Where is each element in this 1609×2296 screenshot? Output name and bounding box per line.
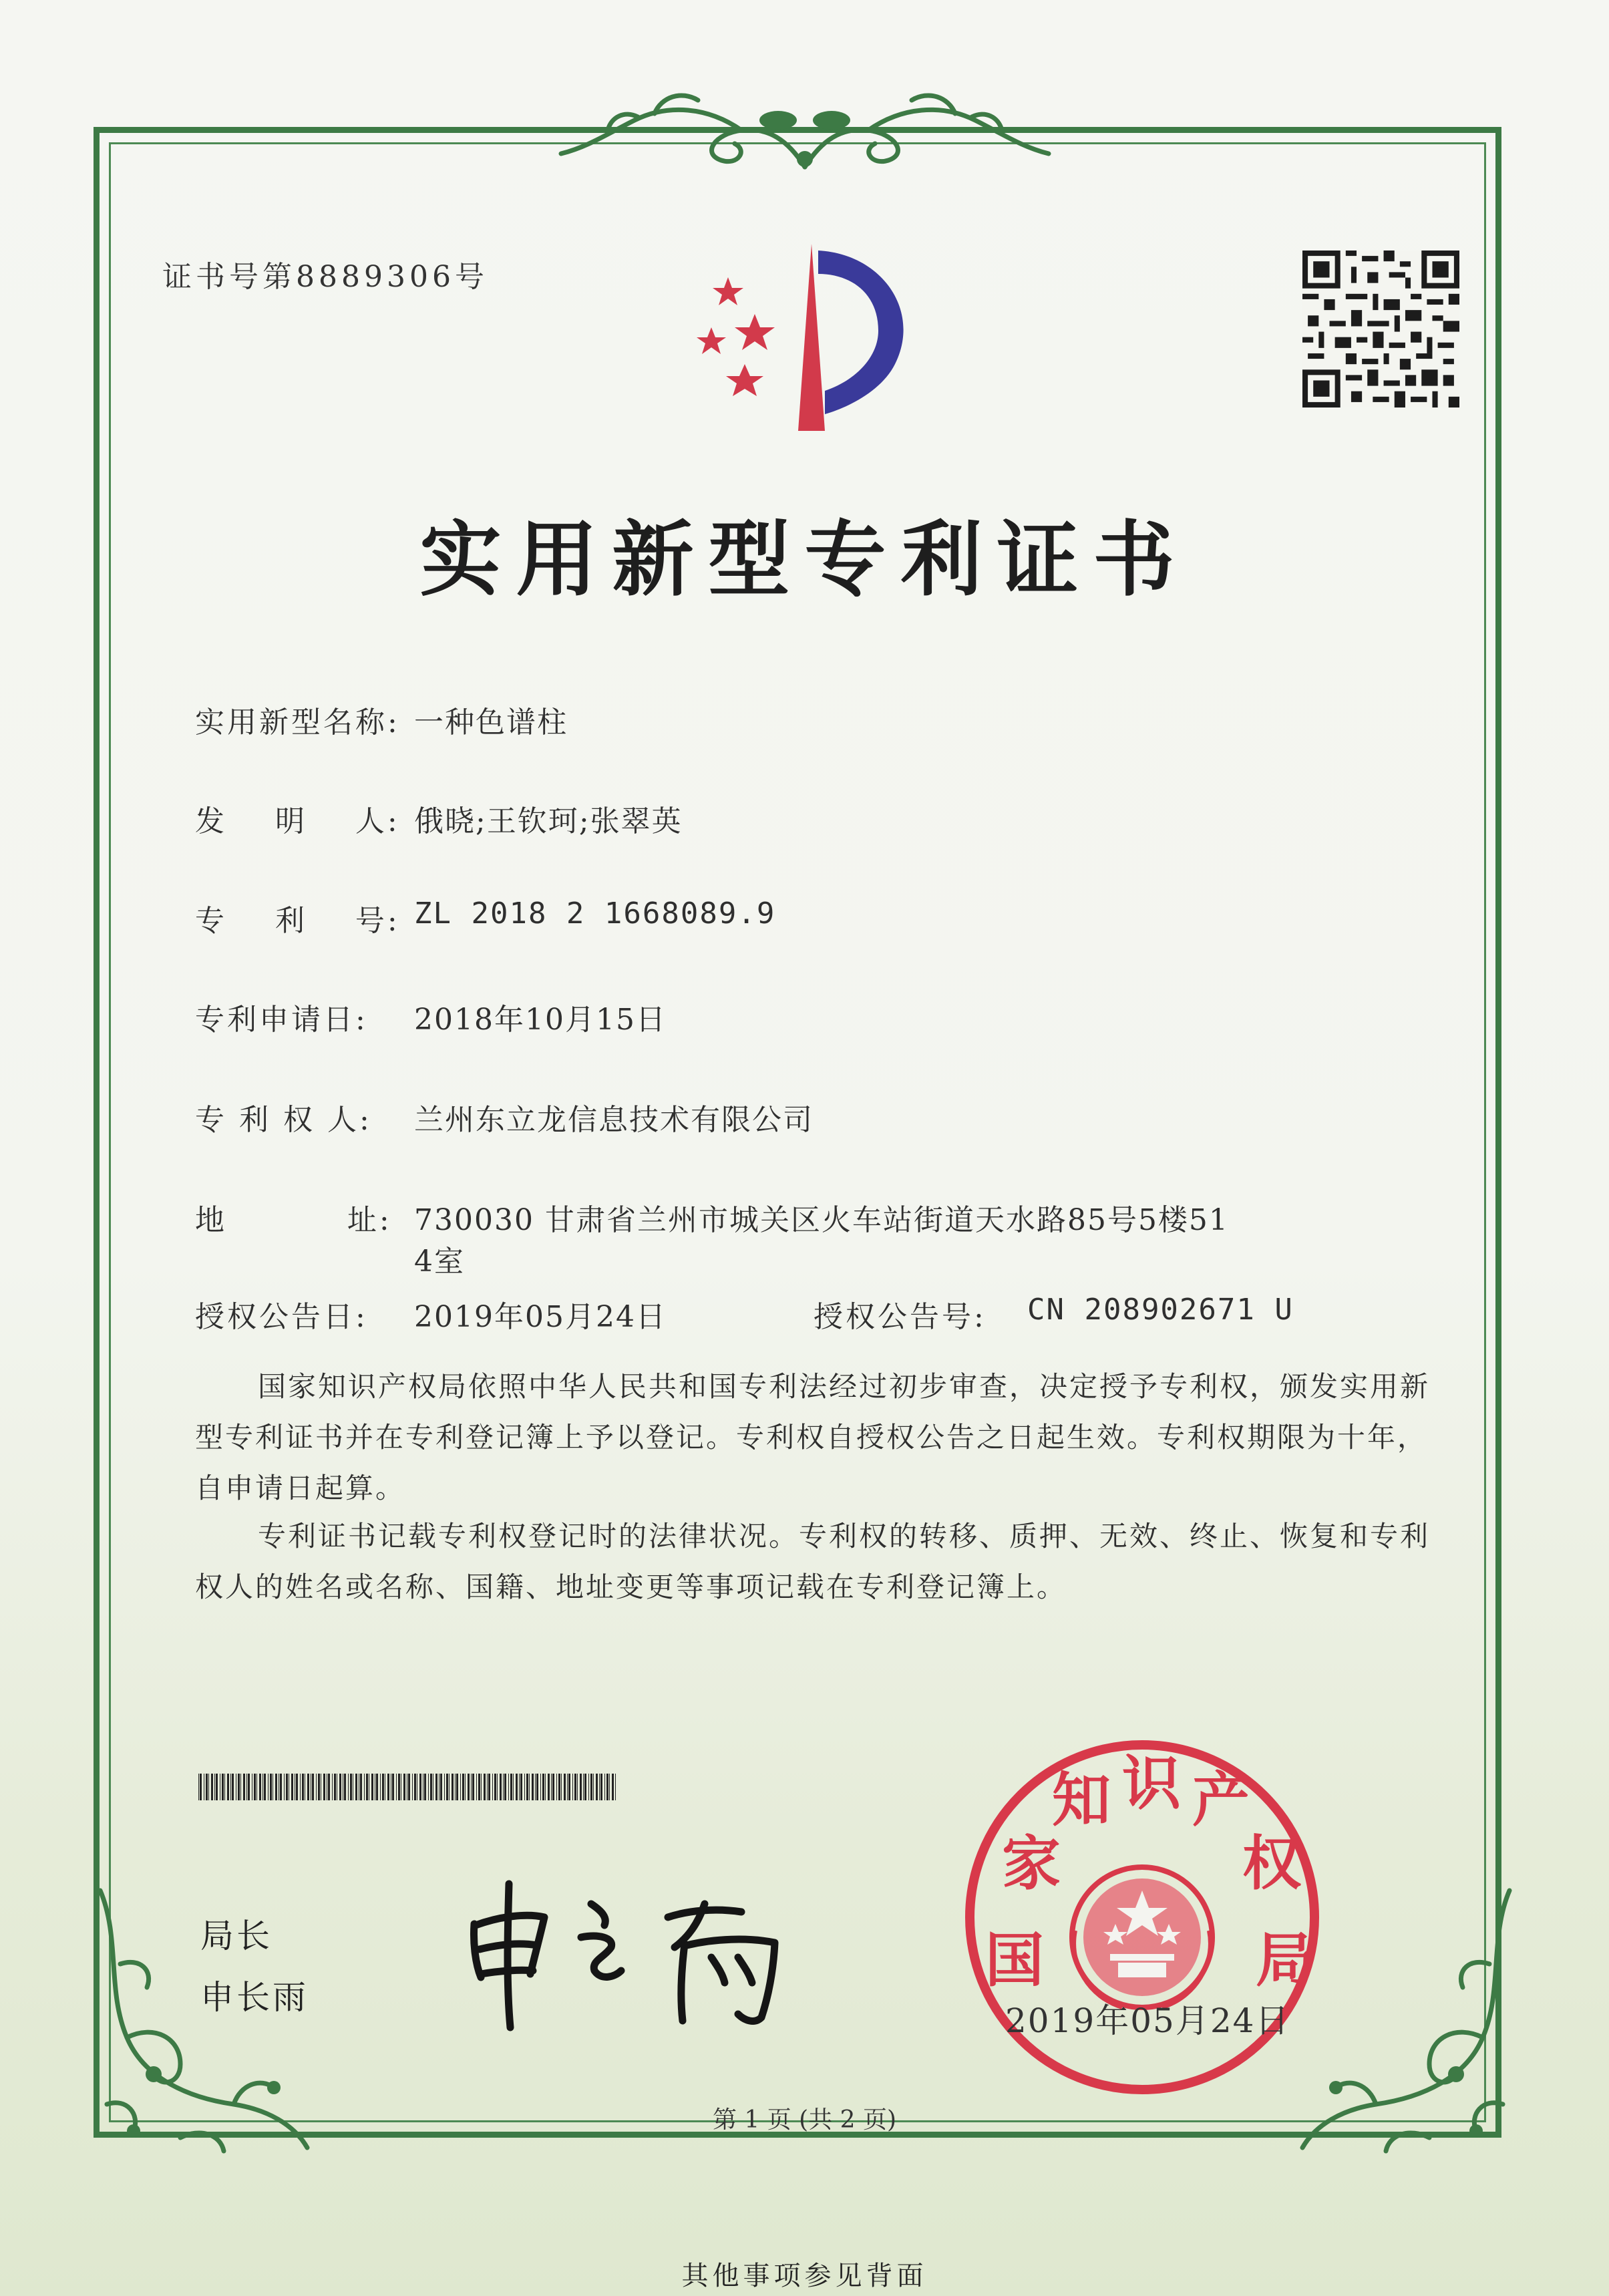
page-indicator: 第 1 页 (共 2 页) <box>712 2106 897 2134</box>
patent-office-logo <box>681 237 935 438</box>
signatory-name: 申长雨 <box>200 1978 309 2017</box>
patent-number-value: ZL 2018 2 1668089.9 <box>414 896 776 931</box>
inventors-value: 俄晓;王钦珂;张翠英 <box>414 804 683 838</box>
patentee-label: 专 利 权 人: <box>195 1103 372 1137</box>
barcode <box>198 1774 619 1800</box>
address-value-line1: 730030 甘肃省兰州市城关区火车站街道天水路85号5楼51 <box>414 1203 1229 1237</box>
seal-char-6: 权 <box>1242 1829 1302 1898</box>
seal-char-3: 知 <box>1052 1766 1111 1834</box>
certificate-title: 实用新型专利证书 <box>419 511 1190 607</box>
address-label: 地 址: <box>195 1203 392 1237</box>
seal-char-1: 国 <box>985 1926 1045 1995</box>
grant-number-label: 授权公告号: <box>814 1300 987 1334</box>
back-side-note: 其他事项参见背面 <box>681 2261 928 2291</box>
qr-code <box>1302 251 1459 407</box>
seal-char-7: 局 <box>1256 1926 1315 1995</box>
filing-date-value: 2018年10月15日 <box>414 1003 667 1037</box>
inventors-label: 发 明 人: <box>195 804 400 838</box>
signatory-title: 局长 <box>200 1917 273 1955</box>
patentee-value: 兰州东立龙信息技术有限公司 <box>414 1103 814 1137</box>
legal-paragraph-2: 专利证书记载专利权登记时的法律状况。专利权的转移、质押、无效、终止、恢复和专利权人的姓名或名称、国籍、地址变更等事项记载在专利登记簿上。 <box>195 1520 1431 1603</box>
seal-date: 2019年05月24日 <box>1005 2001 1290 2040</box>
seal-char-2: 家 <box>1002 1829 1061 1898</box>
name-label: 实用新型名称: <box>195 705 400 740</box>
name-value: 一种色谱柱 <box>414 705 568 740</box>
legal-paragraph-1: 国家知识产权局依照中华人民共和国专利法经过初步审查，决定授予专利权，颁发实用新型专利证书并在专利登记簿上予以登记。专利权自授权公告之日起生效。专利权期限为十年，自申请日起算。 <box>195 1370 1431 1504</box>
top-ornament <box>548 80 1062 174</box>
patent-number-label: 专 利 号: <box>195 904 400 938</box>
address-value-line2: 4室 <box>414 1245 465 1279</box>
filing-date-label: 专利申请日: <box>195 1003 368 1037</box>
certificate-number: 证书号第8889306号 <box>162 260 488 294</box>
director-signature <box>461 1864 835 2037</box>
grant-date-label: 授权公告日: <box>195 1300 368 1334</box>
grant-number-value: CN 208902671 U <box>1027 1293 1294 1327</box>
seal-char-5: 产 <box>1192 1766 1252 1834</box>
seal-char-4: 识 <box>1122 1749 1182 1818</box>
grant-date-value: 2019年05月24日 <box>414 1300 667 1334</box>
